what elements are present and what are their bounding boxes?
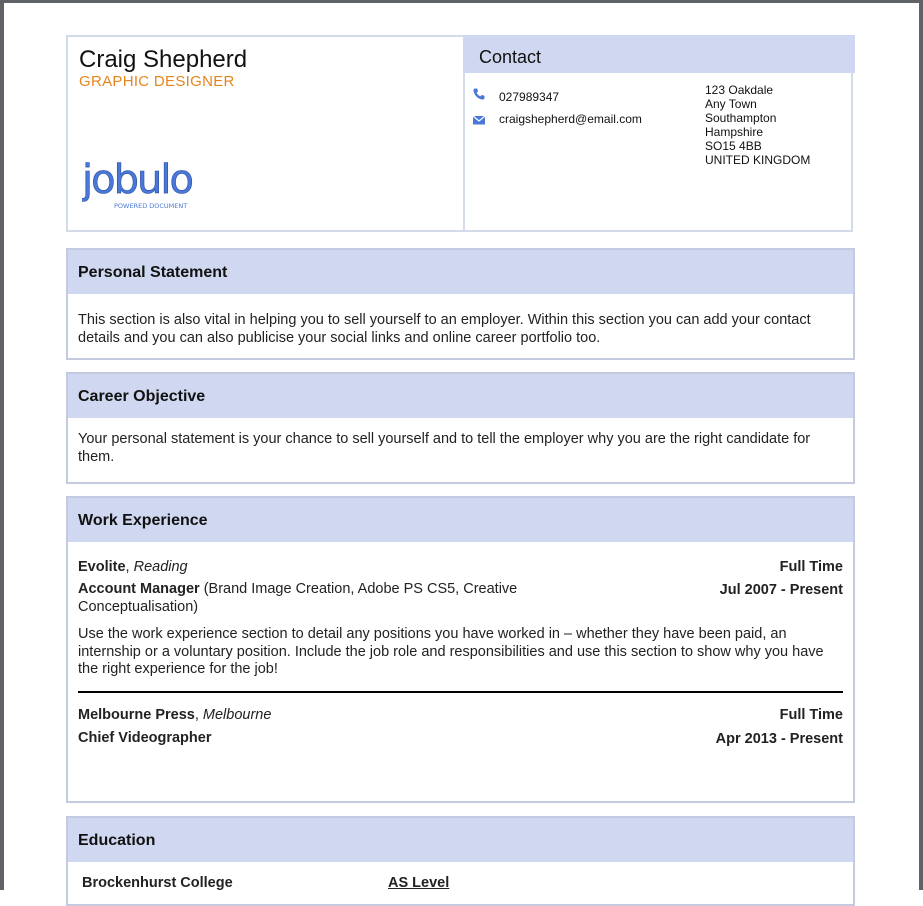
job-company-line: Melbourne Press, Melbourne — [78, 706, 272, 723]
contact-header — [463, 35, 855, 73]
job-details: (Brand Image Creation, Adobe PS CS5, Creative Conceptualisation) — [78, 581, 518, 615]
job-company: Melbourne Press — [78, 706, 195, 723]
job-position-row — [78, 730, 843, 752]
svg-text:POWERED DOCUMENT: POWERED DOCUMENT — [114, 202, 188, 210]
section-header — [68, 250, 853, 294]
job-location: Melbourne — [202, 706, 272, 723]
education-row — [82, 875, 843, 899]
work-experience-section — [66, 496, 855, 803]
address-line: UNITED KINGDOM — [705, 153, 811, 167]
address-line: 123 Oakdale — [705, 83, 774, 97]
address-line: Hampshire — [705, 125, 764, 139]
candidate-name: Craig Shepherd — [79, 46, 248, 73]
address-line: Southampton — [705, 111, 777, 125]
candidate-role: GRAPHIC DESIGNER — [79, 73, 235, 90]
job-dates: Apr 2013 - Present — [715, 730, 843, 747]
work-experience-body — [68, 542, 853, 752]
job-header-row — [78, 707, 843, 729]
contact-phone[interactable]: 027989347 — [499, 90, 560, 104]
job-position: Account Manager — [78, 581, 200, 597]
email-icon — [472, 113, 486, 127]
window-frame-left — [0, 0, 4, 890]
jobulo-logo — [82, 155, 212, 215]
phone-icon — [472, 87, 486, 101]
section-header — [68, 498, 853, 542]
career-objective-section — [66, 372, 855, 484]
contact-address — [705, 83, 810, 167]
section-title: Career Objective — [78, 388, 206, 405]
section-header — [68, 374, 853, 418]
section-title: Work Experience — [78, 512, 208, 529]
job-location: Reading — [133, 559, 188, 575]
job-position: Chief Videographer — [78, 729, 212, 746]
contact-panel — [463, 35, 853, 232]
education-level: AS Level — [388, 875, 450, 891]
address-line: Any Town — [705, 97, 757, 111]
section-title: Education — [78, 832, 156, 849]
job-type: Full Time — [779, 706, 843, 723]
job-position-row — [78, 581, 843, 616]
career-objective-text: Your personal statement is your chance to sell yourself and to tell the employer why you are the right candidate for them. — [78, 431, 811, 465]
svg-text:jobulo: jobulo — [82, 157, 192, 203]
job-dates: Jul 2007 - Present — [719, 582, 843, 598]
personal-statement-text: This section is also vital in helping you to sell yourself to an employer. Within this section you can add your contact details and you can also publicise your social links and online career portfolio too. — [78, 312, 811, 346]
job-company: Evolite — [78, 559, 126, 575]
window-frame-right — [919, 0, 923, 890]
section-title: Personal Statement — [78, 264, 228, 281]
job-type: Full Time — [779, 559, 843, 575]
job-description: Use the work experience section to detail any positions you have worked in – whether they have been paid, an internship or a voluntary position. Include the job role and responsibilities and use this section to show why you have the right experience for the job! — [78, 626, 824, 677]
job-company-line: Evolite, Reading — [78, 559, 188, 575]
contact-email[interactable]: craigshepherd@email.com — [499, 112, 642, 126]
education-section — [66, 816, 855, 906]
job-header-row — [78, 559, 843, 581]
education-body — [68, 862, 853, 899]
window-frame-top — [0, 0, 923, 3]
section-header — [68, 818, 853, 862]
job-divider — [78, 691, 843, 693]
job-position-line — [78, 581, 558, 616]
address-line: SO15 4BB — [705, 139, 762, 153]
header-name-panel — [66, 35, 463, 232]
personal-statement-section — [66, 248, 855, 360]
contact-title: Contact — [479, 47, 542, 67]
education-school: Brockenhurst College — [82, 875, 233, 891]
